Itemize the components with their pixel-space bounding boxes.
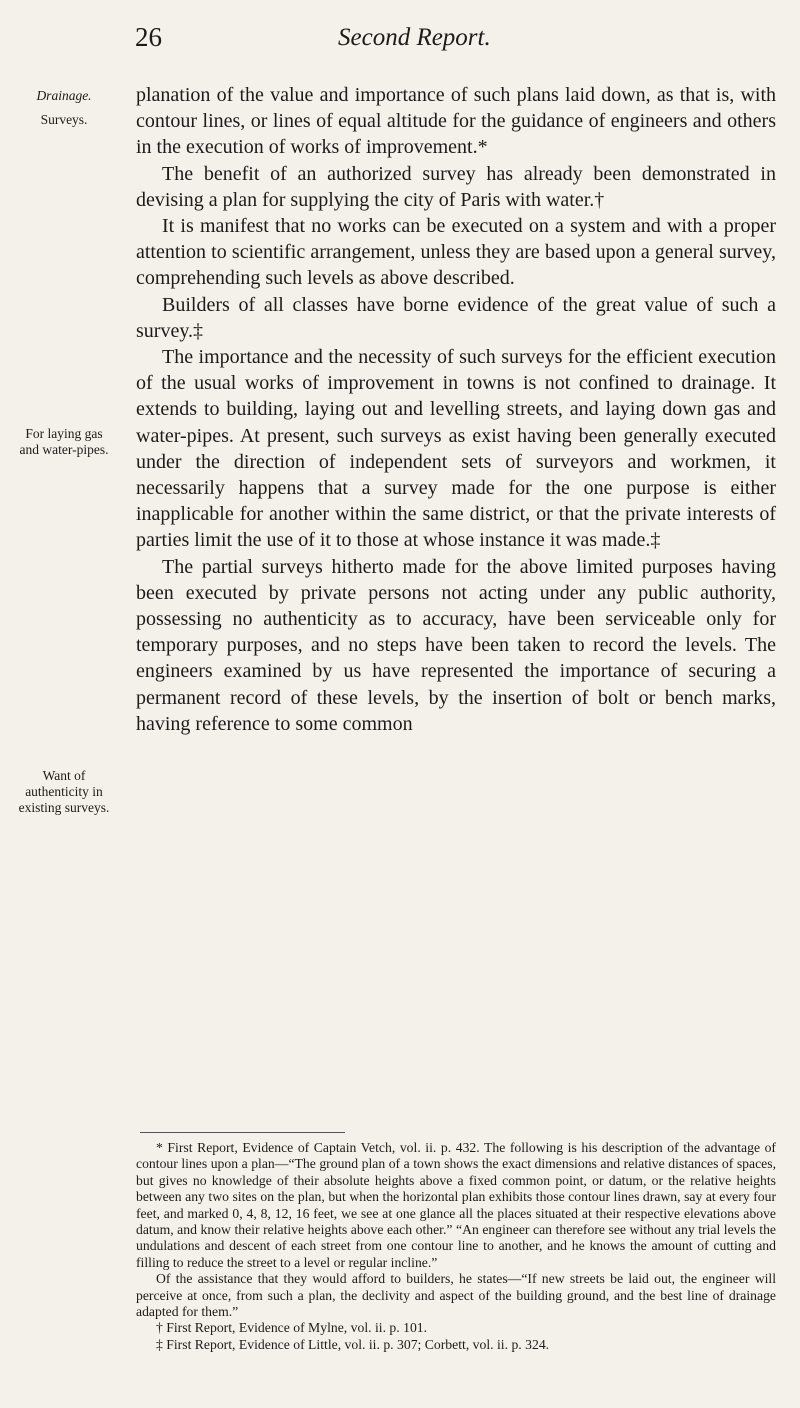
- page-number: 26: [135, 22, 162, 52]
- footnote-rule: [140, 1132, 345, 1133]
- paragraph: planation of the value and importance of such plans laid down, as that is, with contour lines, or lines of equal altitude for the guidance of engineers and others in the execution of works of improvement.*: [136, 84, 776, 159]
- footnotes: [136, 1140, 776, 1353]
- footnote: * First Report, Evidence of Captain Vetch, vol. ii. p. 432. The following is his description of the advantage of contour lines upon a plan—“The ground plan of a town shows the exact dimensions and relative distances of spaces, but gives no knowledge of their absolute heights above a fixed common point, or datum, or the relative heights between any two sites on the plan, but when the horizontal plan exhibits those contour lines drawn, say at every four feet, and marked 0, 4, 8, 12, 16 feet, we see at one glance all the places situated at their respective elevations above datum, and know their relative heights above each other.” “An engineer can therefore see without any trial levels the undulations and descent of each street from one contour line to another, and he knows the amount of cutting and filling to reduce the street to a level or regular incline.”: [136, 1140, 776, 1270]
- running-title: Second Report.: [338, 24, 491, 51]
- paragraph: Builders of all classes have borne evidence of the great value of such a survey.‡: [136, 293, 776, 342]
- sidenote-authenticity: Want of authenticity in existing surveys.: [18, 768, 110, 815]
- main-text: [136, 82, 776, 737]
- sidenote-drainage: Drainage.: [36, 88, 92, 103]
- footnote: † First Report, Evidence of Mylne, vol. ii. p. 101.: [156, 1320, 428, 1336]
- page-header: [0, 22, 800, 62]
- footnote: ‡ First Report, Evidence of Little, vol. ii. p. 307; Corbett, vol. ii. p. 324.: [156, 1336, 550, 1352]
- paragraph: The importance and the necessity of such surveys for the efficient execution of the usual works of improvement in towns is not confined to drainage. It extends to building, laying out and levelling streets, and laying down gas and water-pipes. At present, such surveys as exist having been generally executed under the direction of independent sets of surveyors and workmen, it necessarily happens that a survey made for the one purpose is either inapplicable for another within the same district, or that the private interests of parties limit the use of it to those at whose instance it was made.‡: [136, 346, 776, 552]
- paragraph: The partial surveys hitherto made for the above limited purposes having been executed by private persons not acting under any public authority, possessing no authenticity as to accuracy, have been serviceable only for temporary purposes, and no steps have been taken to record the levels. The engineers examined by us have represented the importance of securing a permanent record of these levels, by the insertion of bolt or bench marks, having reference to some common: [136, 555, 776, 735]
- sidenote-gas-water-pipes: For laying gas and water-pipes.: [19, 426, 109, 457]
- paragraph: The benefit of an authorized survey has already been demonstrated in devising a plan for supplying the city of Paris with water.†: [136, 162, 776, 211]
- sidenote-surveys: Surveys.: [40, 112, 88, 127]
- paragraph: It is manifest that no works can be executed on a system and with a proper attention to scientific arrangement, unless they are based upon a general survey, comprehending such levels as above described.: [136, 215, 776, 290]
- footnote: Of the assistance that they would afford to builders, he states—“If new streets be laid out, the engineer will perceive at once, from such a plan, the declivity and aspect of the building ground, and the best line of drainage adapted for them.”: [136, 1271, 776, 1320]
